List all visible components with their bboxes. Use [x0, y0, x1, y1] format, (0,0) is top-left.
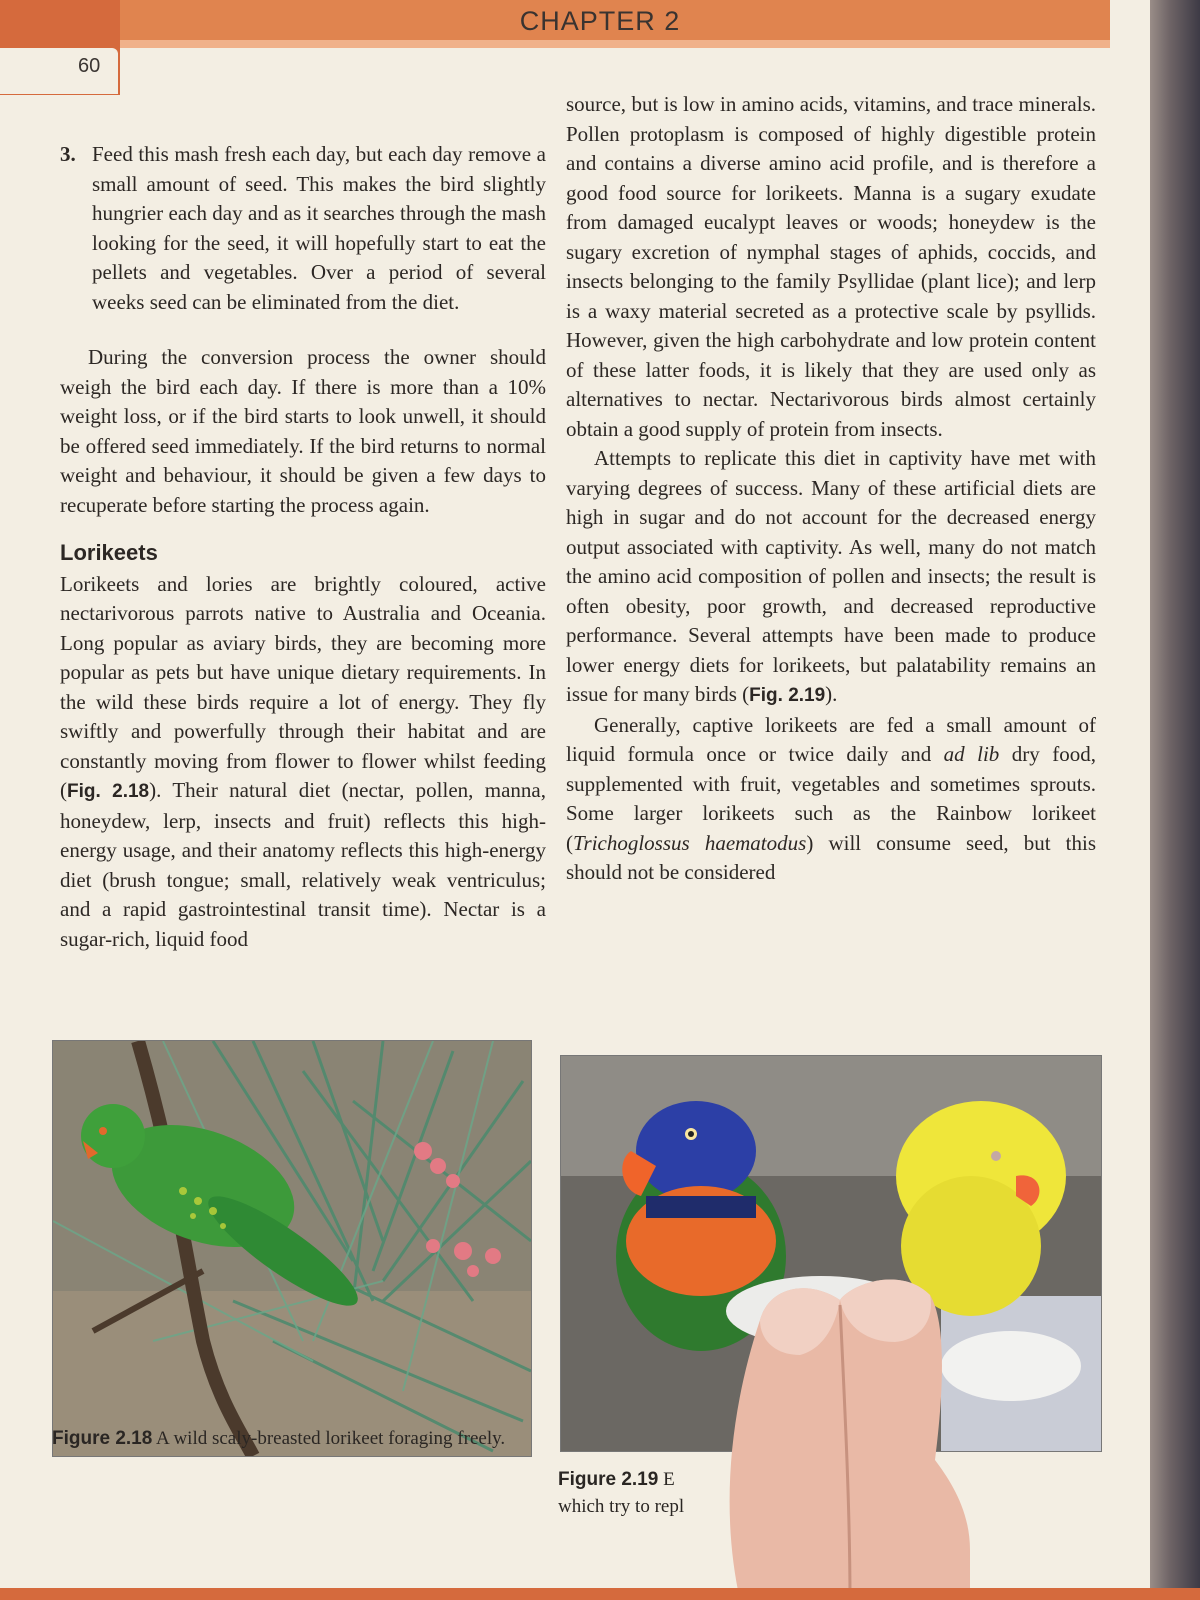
figure-2-18-photo	[52, 1040, 532, 1457]
page-edge-shadow	[1150, 0, 1200, 1600]
list-item	[60, 140, 546, 317]
figure-2-19-caption	[558, 1466, 718, 1520]
figure-2-18-caption	[52, 1425, 532, 1452]
paragraph-captive-feeding	[566, 711, 1096, 888]
paragraph-conversion: During the conversion process the owner should weigh the bird each day. If there is more than a 10% weight loss, or if the bird starts to look unwell, it should be offered seed immediately. If the bird returns to normal weight and behaviour, it should be given a few days to recuperate before starting the process again.	[60, 345, 546, 517]
section-heading-lorikeets: Lorikeets	[60, 540, 158, 565]
paragraph-text: Lorikeets and lories are brightly coloured, active nectarivorous parrots native to Australia and Oceania. Long popular as aviary birds, they are becoming more popular as pets but have unique dietary requirements. In the wild these birds require a lot of energy. They fly swiftly and powerfully through their habitat and are constantly moving from flower to flower whilst feeding (	[60, 571, 546, 802]
caption-text: E	[658, 1469, 675, 1490]
paragraph-text: dry food, supplemented with fruit, vegetables and sometimes sprouts. Some larger lorikeets such as the Rainbow lorikeet (	[566, 742, 1096, 855]
italic-term: ad lib	[943, 742, 1000, 766]
caption-text: A wild scaly-breasted lorikeet foraging freely.	[152, 1428, 506, 1449]
paragraph-captivity	[566, 444, 1096, 711]
left-column	[60, 140, 546, 954]
paragraph-lorikeets	[60, 570, 546, 955]
species-name: Trichoglossus haematodus	[573, 830, 807, 855]
figure-reference-2-19: Fig. 2.19	[749, 685, 826, 706]
page-bottom-edge	[0, 1588, 1200, 1600]
paragraph-text: Attempts to replicate this diet in captivity have met with varying degrees of success. Many of these artificial diets are high in sugar and do not account for the decreased energy output associated with captivity. As well, many do not match the amino acid composition of pollen and insects; the result is often obesity, poor growth, and decreased reproductive performance. Several attempts have been made to produce lower energy diets for lorikeets, but palatability remains an issue for many birds (	[566, 446, 1096, 706]
paragraph-text: ).	[825, 682, 838, 706]
paragraph-text: ). Their natural diet (nectar, pollen, manna, honeydew, lerp, insects and fruit) reflects this high-energy usage, and their anatomy reflects this high-energy diet (brush tongue; small, relatively weak ventriculus; and a rapid gastrointestinal transit time). Nectar is a sugar-rich, liquid food	[60, 778, 546, 951]
paragraph-nectar: source, but is low in amino acids, vitamins, and trace minerals. Pollen protoplasm is composed of highly digestible protein and contains a diverse amino acid profile, and is therefore a good food source for lorikeets. Manna is a sugary exudate from damaged eucalypt leaves or woods; honeydew is the sugary excretion of nymphal stages of aphids, coccids, and insects belonging to the family Psyllidae (plant lice); and lerp is a waxy material secreted as a protective scale by psyllids. However, given the high carbohydrate and low protein content of these latter foods, it is likely that they are used only as alternatives to nectar. Nectarivorous birds almost certainly obtain a good supply of protein from insects.	[566, 92, 1096, 441]
paragraph-text: ) will consume seed, but this should not be considered	[566, 830, 1096, 884]
caption-text-line-2: which try to repl	[558, 1496, 685, 1517]
finger-overlay	[700, 1260, 1060, 1600]
page-number: 60	[78, 55, 101, 77]
scaly-breasted-lorikeet-illustration	[53, 1041, 531, 1456]
list-item-text: Feed this mash fresh each day, but each day remove a small amount of seed. This makes the bird slightly hungrier each day and as it searches through the mash looking for the seed, it will hopefully start to eat the pellets and vegetables. Over a period of several weeks seed can be eliminated from the diet.	[92, 142, 546, 314]
right-column	[566, 90, 1096, 888]
paragraph-text: Generally, captive lorikeets are fed a small amount of liquid formula once or twice daily and	[566, 712, 1096, 766]
chapter-title: CHAPTER 2	[519, 6, 681, 36]
figure-reference-2-18: Fig. 2.18	[67, 781, 150, 802]
header-bar-accent	[120, 40, 1110, 48]
list-item-number: 3.	[60, 142, 76, 166]
figure-label: Figure 2.18	[52, 1428, 153, 1449]
figure-label: Figure 2.19	[558, 1469, 659, 1490]
page-number-box	[0, 48, 118, 94]
